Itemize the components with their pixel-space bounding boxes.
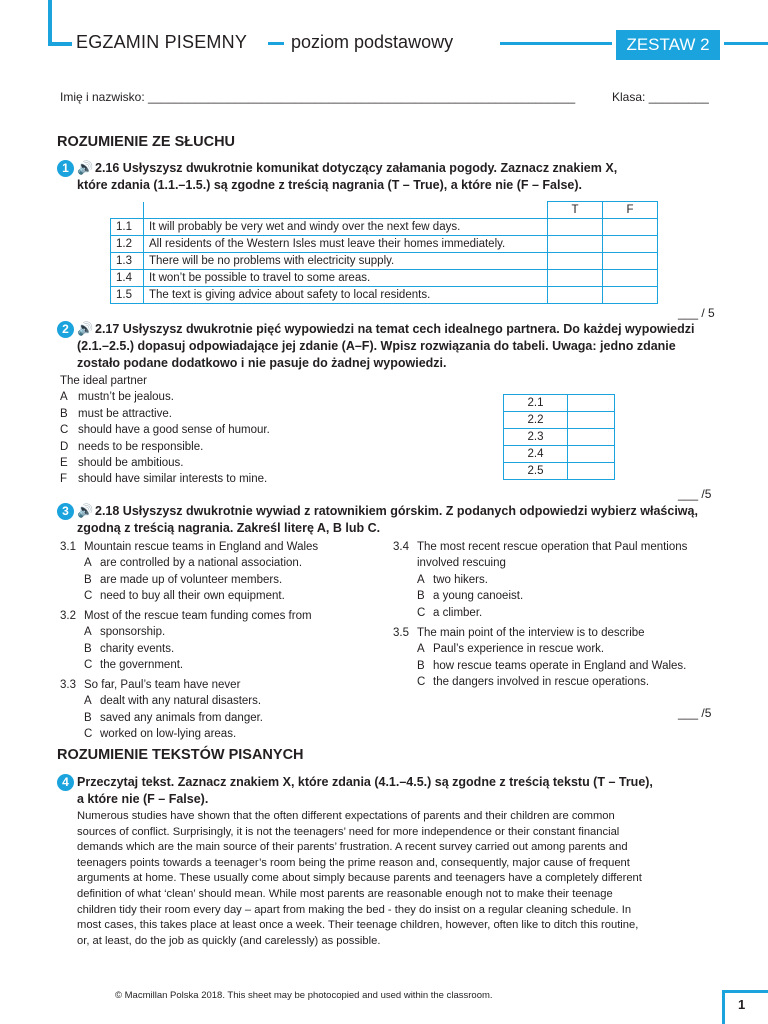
true-answer-cell[interactable] (548, 287, 603, 304)
col-true-header: T (548, 202, 603, 219)
answer-option-c[interactable]: C a climber. (417, 606, 483, 619)
answer-text: a young canoeist. (433, 590, 524, 603)
task3-instruction-2: zgodną z treścią nagrania. Zakreśl literę A, B lub C. (77, 521, 381, 535)
true-answer-cell[interactable] (548, 253, 603, 270)
header-rule (500, 42, 612, 45)
task-number-badge: 1 (57, 160, 74, 177)
false-answer-cell[interactable] (603, 219, 658, 236)
answer-cell[interactable] (568, 395, 615, 412)
passage-line: children tidy their room every day – apart from making the bed - they do insist on a regular cleaning schedule. In (77, 903, 632, 916)
answer-option-a[interactable]: A dealt with any natural disasters. (84, 695, 262, 708)
answer-option-a[interactable]: A are controlled by a national association. (84, 557, 303, 570)
option-text: should have a good sense of humour. (78, 424, 270, 437)
option-item (60, 406, 270, 422)
task2-instruction-2: (2.1.–2.5.) dopasuj odpowiadające jej zdanie (A–F). Wpisz rozwiązania do tabeli. Uwaga: jedno zdanie (77, 339, 676, 353)
class-blank[interactable]: _________ (648, 90, 709, 104)
option-text: mustn’t be jealous. (78, 391, 174, 404)
row-number: 1.4 (111, 270, 144, 287)
false-answer-cell[interactable] (603, 270, 658, 287)
row-statement: It won’t be possible to travel to some areas. (144, 270, 548, 287)
name-label: Imię i nazwisko: (60, 90, 145, 104)
answer-option-b[interactable]: B charity events. (84, 642, 175, 655)
option-item (60, 389, 270, 405)
passage-line: or, at least, do the job as quickly (and carelessly) as possible. (77, 934, 381, 947)
name-blank[interactable]: ________________________________________________________________ (148, 90, 576, 104)
header-rule (724, 42, 768, 45)
option-key: E (60, 457, 68, 470)
section-title-reading: ROZUMIENIE TEKSTÓW PISANYCH (57, 747, 304, 763)
options-heading: The ideal partner (60, 375, 147, 387)
answer-text: need to buy all their own equipment. (100, 590, 285, 603)
answer-option-b[interactable]: B saved any animals from danger. (84, 711, 264, 724)
task2-answer-table (503, 394, 615, 480)
false-answer-cell[interactable] (603, 253, 658, 270)
row-number: 1.3 (111, 253, 144, 270)
table-row (504, 463, 615, 480)
question-3-4 (393, 539, 723, 621)
passage-line: Numerous studies have shown that the often different expectations of parents and their children are common (77, 810, 615, 822)
row-number: 2.4 (504, 446, 568, 463)
row-statement: It will probably be very wet and windy over the next few days. (144, 219, 548, 236)
header-rule (268, 42, 284, 45)
task1-score: ___ / 5 (678, 306, 715, 320)
answer-text: worked on low-lying areas. (100, 728, 237, 741)
section-title-listening: ROZUMIENIE ZE SŁUCHU (57, 134, 236, 150)
question-3-1 (60, 539, 380, 605)
task-number-badge: 4 (57, 774, 74, 791)
answer-option-a[interactable]: A Paul’s experience in rescue work. (417, 643, 605, 656)
row-number: 1.2 (111, 236, 144, 253)
task2-score: ___ /5 (678, 487, 712, 501)
answer-text: charity events. (100, 642, 175, 655)
task2-options (60, 373, 270, 488)
row-number: 2.3 (504, 429, 568, 446)
answer-text: two hikers. (433, 573, 488, 586)
true-answer-cell[interactable] (548, 270, 603, 287)
option-item (60, 422, 270, 438)
task1-table (110, 201, 658, 304)
answer-cell[interactable] (568, 446, 615, 463)
table-row (504, 395, 615, 412)
answer-text: Paul’s experience in rescue work. (433, 643, 605, 656)
question-number: 3.4 (393, 541, 409, 553)
option-key: B (60, 407, 68, 420)
option-text: must be attractive. (78, 407, 172, 420)
answer-option-c[interactable]: C the government. (84, 659, 184, 672)
task1-instruction-1: 2.16 Usłyszysz dwukrotnie komunikat dotyczący załamania pogody. Zaznacz znakiem X, (95, 161, 618, 175)
answer-option-c[interactable]: C need to buy all their own equipment. (84, 590, 285, 603)
reading-passage (77, 809, 717, 949)
answer-text: the dangers involved in rescue operations. (433, 676, 650, 689)
answer-option-b[interactable]: B a young canoeist. (417, 590, 524, 603)
task-number-badge: 2 (57, 321, 74, 338)
table-row (504, 412, 615, 429)
passage-line: arguments at home. These usually come about simply because parents and teenagers have a completely different (77, 872, 642, 885)
task1-instruction-2: które zdania (1.1.–1.5.) są zgodne z treścią nagrania (T – True), a które nie (F – False). (77, 178, 583, 192)
task2-instruction-1: 2.17 Usłyszysz dwukrotnie pięć wypowiedzi na temat cech idealnego partnera. Do każdej wypowiedzi (95, 322, 695, 336)
page-number: 1 (738, 997, 746, 1012)
row-number: 2.1 (504, 395, 568, 412)
option-key: F (60, 473, 68, 486)
blank-cell (111, 202, 144, 219)
option-text: should be ambitious. (78, 457, 184, 470)
class-field-row (612, 90, 709, 104)
option-item (60, 439, 270, 455)
exam-level: poziom podstawowy (291, 32, 454, 52)
option-key: D (60, 440, 69, 453)
option-item (60, 455, 270, 471)
question-stem: Most of the rescue team funding comes from (84, 610, 312, 622)
true-answer-cell[interactable] (548, 236, 603, 253)
question-3-3 (60, 677, 380, 743)
table-row (504, 429, 615, 446)
answer-cell[interactable] (568, 463, 615, 480)
answer-cell[interactable] (568, 412, 615, 429)
answer-option-a[interactable]: A sponsorship. (84, 626, 166, 639)
passage-line: definition of what ‘clean’ should mean. While most parents are reasonable enough not to make their teenage (77, 887, 613, 900)
answer-text: dealt with any natural disasters. (100, 695, 262, 708)
task2-instruction-3: zostało podane dodatkowo i nie pasuje do żadnej wypowiedzi. (77, 356, 447, 370)
table-row (111, 253, 658, 270)
option-key: C (60, 424, 69, 437)
blank-cell (144, 202, 548, 219)
table-row (111, 287, 658, 304)
audio-speaker-icon: 🔊 (77, 160, 94, 175)
passage-line: sources of conflict. Surprisingly, it is not the teenagers’ need for more independence or their constant financial (77, 825, 620, 838)
answer-text: are made up of volunteer members. (100, 573, 283, 586)
header-corner-horizontal (48, 42, 72, 46)
passage-line: teenagers points towards a teenager’s room being the prime reason and, consequently, major cause of frequent (77, 856, 630, 869)
copyright-footer: © Macmillan Polska 2018. This sheet may be photocopied and used within the classroom. (115, 990, 493, 1001)
false-answer-cell[interactable] (603, 287, 658, 304)
answer-option-c[interactable]: C worked on low-lying areas. (84, 728, 237, 741)
row-statement: The text is giving advice about safety to local residents. (144, 287, 548, 304)
table-row (111, 219, 658, 236)
task-number-badge: 3 (57, 503, 74, 520)
task4-instruction-2: a które nie (F – False). (77, 792, 209, 806)
class-label: Klasa: (612, 90, 646, 104)
page-corner-vertical (722, 990, 725, 1024)
question-number: 3.2 (60, 610, 76, 622)
audio-speaker-icon: 🔊 (77, 321, 94, 336)
answer-option-b[interactable]: B are made up of volunteer members. (84, 573, 283, 586)
task3-score: ___ /5 (678, 706, 712, 720)
option-text: needs to be responsible. (78, 440, 204, 453)
question-3-5 (393, 625, 733, 691)
table-row (504, 446, 615, 463)
question-stem: Mountain rescue teams in England and Wales (84, 541, 319, 553)
answer-text: a climber. (433, 606, 483, 619)
option-text: should have similar interests to mine. (78, 473, 268, 486)
answer-option-a[interactable]: A two hikers. (417, 573, 488, 586)
question-stem: The main point of the interview is to describe (417, 627, 645, 639)
question-number: 3.1 (60, 541, 76, 553)
answer-text: saved any animals from danger. (100, 711, 264, 724)
question-stem: The most recent rescue operation that Paul mentions (417, 541, 688, 553)
answer-option-b[interactable]: B how rescue teams operate in England and Wales. (417, 659, 687, 672)
row-number: 2.5 (504, 463, 568, 480)
task3-instruction-1: 2.18 Usłyszysz dwukrotnie wywiad z ratownikiem górskim. Z podanych odpowiedzi wybierz właściwą, (95, 504, 698, 518)
answer-text: the government. (100, 659, 184, 672)
question-number: 3.3 (60, 679, 76, 691)
passage-line: most cases, this takes place at least once a week. Their teenage children, however, often like to ditch this routine, (77, 919, 639, 932)
option-key: A (60, 391, 68, 404)
row-number: 1.1 (111, 219, 144, 236)
audio-speaker-icon: 🔊 (77, 503, 94, 518)
passage-line: demands which are the main source of their parents’ frustration. A recent survey carried out among parents and (77, 841, 628, 854)
true-answer-cell[interactable] (548, 219, 603, 236)
row-number: 1.5 (111, 287, 144, 304)
table-row (111, 236, 658, 253)
table-header-row (111, 202, 658, 219)
task4-instruction-1: Przeczytaj tekst. Zaznacz znakiem X, które zdania (4.1.–4.5.) są zgodne z treścią tekstu (T – True), (77, 775, 653, 789)
question-3-2 (60, 608, 380, 674)
answer-text: how rescue teams operate in England and Wales. (433, 659, 687, 672)
answer-text: sponsorship. (100, 626, 166, 639)
question-number: 3.5 (393, 627, 409, 639)
set-badge: ZESTAW 2 (616, 30, 720, 60)
answer-cell[interactable] (568, 429, 615, 446)
name-field-row (60, 90, 575, 104)
row-number: 2.2 (504, 412, 568, 429)
false-answer-cell[interactable] (603, 236, 658, 253)
answer-text: are controlled by a national association. (100, 557, 303, 570)
question-stem: So far, Paul’s team have never (84, 679, 241, 691)
header-corner-vertical (48, 0, 52, 46)
row-statement: All residents of the Western Isles must leave their homes immediately. (144, 236, 548, 253)
question-stem-continued: involved rescuing (417, 557, 506, 570)
row-statement: There will be no problems with electricity supply. (144, 253, 548, 270)
answer-option-c[interactable]: C the dangers involved in rescue operations. (417, 676, 650, 689)
option-item (60, 471, 270, 487)
table-row (111, 270, 658, 287)
col-false-header: F (603, 202, 658, 219)
page-corner-horizontal (722, 990, 768, 993)
exam-title: EGZAMIN PISEMNY (76, 32, 248, 52)
